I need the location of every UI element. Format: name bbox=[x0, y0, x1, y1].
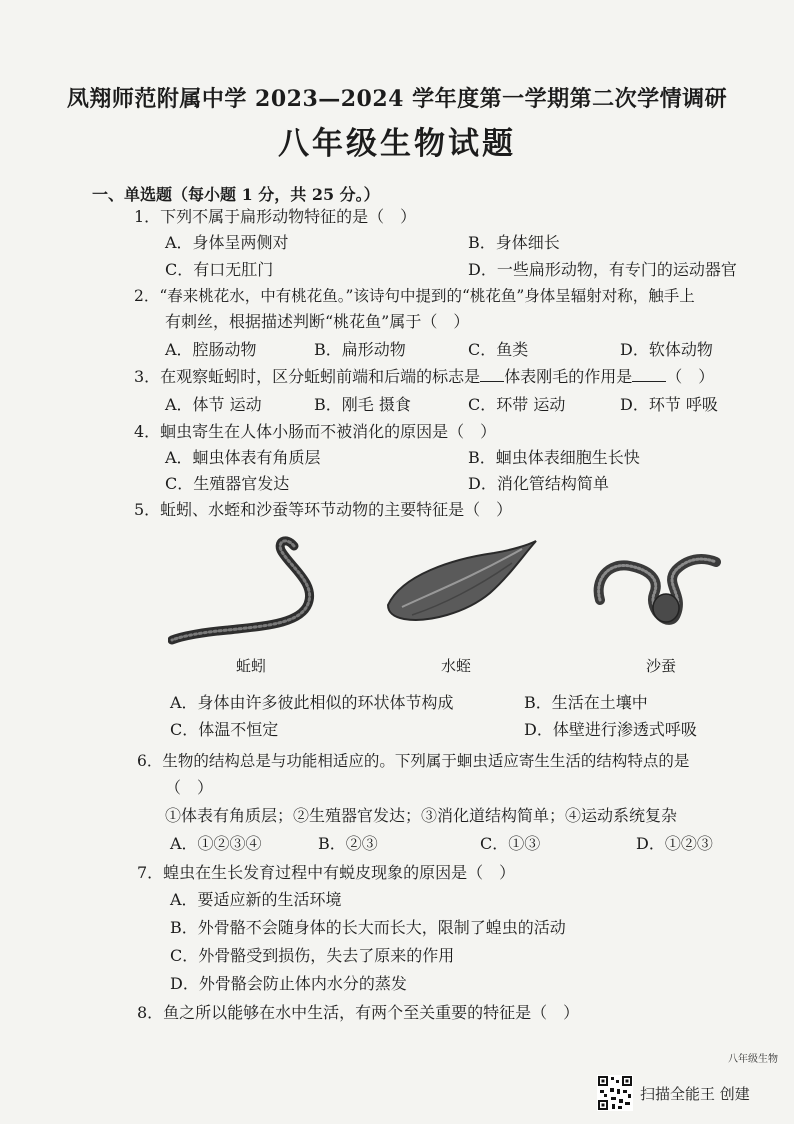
q6-statement-items: ①体表有角质层；②生殖器官发达；③消化道结构简单；④运动系统复杂 bbox=[165, 806, 678, 825]
page-corner-label: 八年级生物 bbox=[728, 1054, 778, 1065]
q3-stem-part-c: （ ） bbox=[666, 367, 715, 386]
q1-option-a: A．身体呈两侧对 bbox=[165, 233, 289, 252]
question-5-stem: 5．蚯蚓、水蛭和沙蚕等环节动物的主要特征是（ ） bbox=[134, 500, 513, 519]
question-6-stem: 6．生物的结构总是与功能相适应的。下列属于蛔虫适应寄生生活的结构特点的是 bbox=[137, 752, 690, 770]
question-2-stem: 2．“春来桃花水，中有桃花鱼。”该诗句中提到的“桃花鱼”身体呈辐射对称，触手上 bbox=[134, 287, 695, 305]
question-6-stem-line2: （ ） bbox=[165, 778, 214, 797]
animal-label-ragworm: 沙蚕 bbox=[646, 657, 677, 675]
q6-option-a: A．①②③④ bbox=[170, 834, 262, 853]
q2-option-c: C．鱼类 bbox=[468, 340, 529, 359]
question-3-stem bbox=[134, 364, 714, 390]
q4-option-b: B．蛔虫体表细胞生长快 bbox=[468, 448, 640, 467]
earthworm-illustration bbox=[168, 528, 328, 646]
q3-option-b: B．刚毛 摄食 bbox=[314, 395, 411, 414]
q5-option-d: D．体壁进行渗透式呼吸 bbox=[524, 720, 697, 739]
q2-option-a: A．腔肠动物 bbox=[165, 340, 257, 359]
leech-illustration bbox=[382, 535, 542, 627]
q4-option-d: D．消化管结构简单 bbox=[468, 474, 609, 493]
section-heading: 一、单选题（每小题 1 分，共 25 分。） bbox=[92, 185, 380, 204]
q5-option-c: C．体温不恒定 bbox=[170, 720, 279, 739]
q1-option-c: C．有口无肛门 bbox=[165, 260, 274, 279]
q3-stem-part-a: 3．在观察蚯蚓时，区分蚯蚓前端和后端的标志是 bbox=[134, 367, 481, 386]
q2-option-b: B．扁形动物 bbox=[314, 340, 406, 359]
q7-option-a: A．要适应新的生活环境 bbox=[170, 890, 342, 909]
q4-option-a: A．蛔虫体表有角质层 bbox=[165, 448, 321, 467]
qr-code-icon bbox=[597, 1075, 633, 1111]
q7-option-b: B．外骨骼不会随身体的长大而长大，限制了蝗虫的活动 bbox=[170, 918, 566, 937]
q6-option-b: B．②③ bbox=[318, 834, 378, 853]
question-2-stem-line2: 有刺丝，根据描述判断“桃花鱼”属于（ ） bbox=[165, 312, 470, 331]
ragworm-illustration bbox=[590, 540, 722, 640]
question-7-stem: 7．蝗虫在生长发育过程中有蜕皮现象的原因是（ ） bbox=[137, 863, 516, 882]
q7-option-c: C．外骨骼受到损伤，失去了原来的作用 bbox=[170, 946, 455, 965]
q1-option-d: D．一些扁形动物，有专门的运动器官 bbox=[468, 260, 737, 279]
q5-option-a: A．身体由许多彼此相似的环状体节构成 bbox=[170, 693, 454, 712]
school-header: 凤翔师范附属中学 2023—2024 学年度第一学期第二次学情调研 bbox=[66, 86, 728, 112]
question-8-stem: 8．鱼之所以能够在水中生活，有两个至关重要的特征是（ ） bbox=[137, 1003, 580, 1022]
q3-stem-part-b: 体表刚毛的作用是 bbox=[504, 367, 633, 386]
animal-label-earthworm: 蚯蚓 bbox=[236, 657, 267, 675]
scanner-watermark-text: 扫描全能王 创建 bbox=[640, 1085, 750, 1103]
q1-option-b: B．身体细长 bbox=[468, 233, 560, 252]
q3-option-a: A．体节 运动 bbox=[165, 395, 262, 414]
q6-option-d: D．①②③ bbox=[636, 834, 713, 853]
q4-option-c: C．生殖器官发达 bbox=[165, 474, 290, 493]
q5-option-b: B．生活在土壤中 bbox=[524, 693, 648, 712]
q6-option-c: C．①③ bbox=[480, 834, 541, 853]
question-1-stem: 1．下列不属于扁形动物特征的是（ ） bbox=[134, 207, 417, 226]
q3-blank-1 bbox=[480, 367, 504, 382]
q7-option-d: D．外骨骼会防止体内水分的蒸发 bbox=[170, 974, 407, 993]
exam-title: 八年级生物试题 bbox=[278, 126, 516, 162]
q3-blank-2 bbox=[632, 367, 666, 382]
q3-option-d: D．环节 呼吸 bbox=[620, 395, 718, 414]
q3-option-c: C．环带 运动 bbox=[468, 395, 566, 414]
animal-label-leech: 水蛭 bbox=[441, 657, 472, 675]
q2-option-d: D．软体动物 bbox=[620, 340, 713, 359]
question-4-stem: 4．蛔虫寄生在人体小肠而不被消化的原因是（ ） bbox=[134, 422, 497, 441]
